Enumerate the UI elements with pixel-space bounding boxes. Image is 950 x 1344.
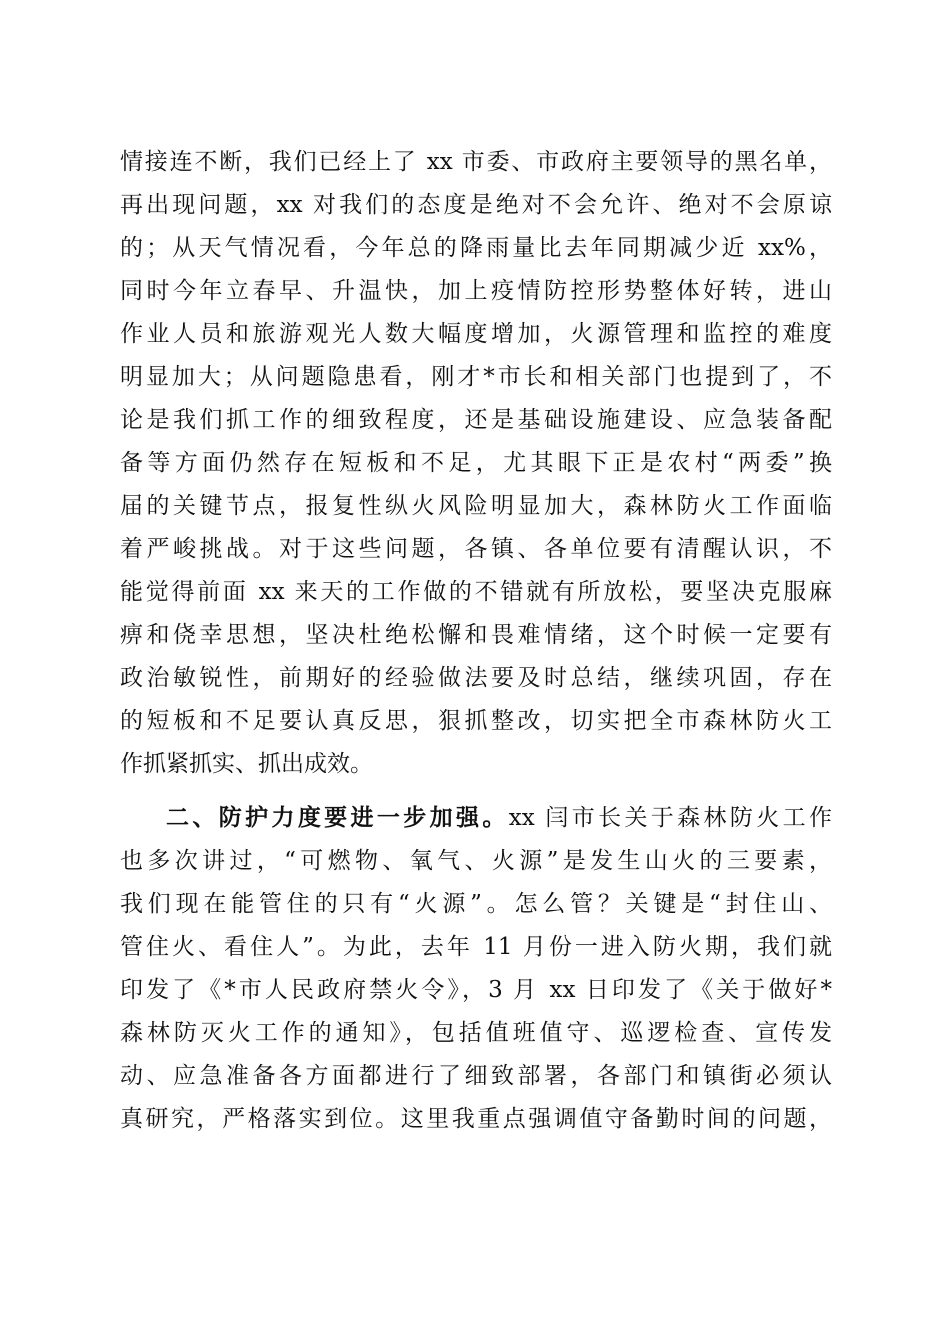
text-line: 作抓紧抓实、抓出成效。 [120,751,373,777]
text-line: 真研究，严格落实到位。这里我重点强调值守备勤时间的问题， [120,1106,832,1132]
text-line: 也多次讲过，“可燃物、氧气、火源”是发生山火的三要素， [120,848,832,874]
text-line: 的；从天气情况看，今年总的降雨量比去年同期减少近 xx%， [120,235,832,261]
text-line: 情接连不断，我们已经上了 xx 市委、市政府主要领导的黑名单， [120,149,832,175]
text-line: 作业人员和旅游观光人数大幅度增加，火源管理和监控的难度 [120,321,832,347]
text-line: 痹和侥幸思想，坚决杜绝松懈和畏难情绪，这个时候一定要有 [120,622,832,648]
paragraph-situation [120,141,832,786]
paragraph-protection [120,797,832,1141]
text-line: 再出现问题，xx 对我们的态度是绝对不会允许、绝对不会原谅 [120,192,832,218]
heading-continuation: xx 闫市长关于森林防火工作 [508,805,832,831]
text-line: 着严峻挑战。对于这些问题，各镇、各单位要有清醒认识，不 [120,536,832,562]
text-line-with-heading [120,797,832,840]
section-heading: 二、防护力度要进一步加强。 [166,805,509,831]
text-line: 同时今年立春早、升温快，加上疫情防控形势整体好转，进山 [120,278,832,304]
text-line: 管住火、看住人”。为此，去年 11 月份一进入防火期，我们就 [120,934,832,960]
text-line: 森林防灭火工作的通知》，包括值班值守、巡逻检查、宣传发 [120,1020,832,1046]
document-page [120,141,832,1141]
text-line: 论是我们抓工作的细致程度，还是基础设施建设、应急装备配 [120,407,832,433]
text-line: 我们现在能管住的只有“火源”。怎么管？关键是“封住山、 [120,891,832,917]
text-line: 能觉得前面 xx 来天的工作做的不错就有所放松，要坚决克服麻 [120,579,832,605]
text-line: 政治敏锐性，前期好的经验做法要及时总结，继续巩固，存在 [120,665,832,691]
text-line: 届的关键节点，报复性纵火风险明显加大，森林防火工作面临 [120,493,832,519]
text-line: 备等方面仍然存在短板和不足，尤其眼下正是农村“两委”换 [120,450,832,476]
text-line: 明显加大；从问题隐患看，刚才*市长和相关部门也提到了，不 [120,364,832,390]
text-line: 动、应急准备各方面都进行了细致部署，各部门和镇街必须认 [120,1063,832,1089]
paragraph-gap [120,786,832,797]
text-line: 印发了《*市人民政府禁火令》，3 月 xx 日印发了《关于做好* [120,977,832,1003]
text-line: 的短板和不足要认真反思，狠抓整改，切实把全市森林防火工 [120,708,832,734]
